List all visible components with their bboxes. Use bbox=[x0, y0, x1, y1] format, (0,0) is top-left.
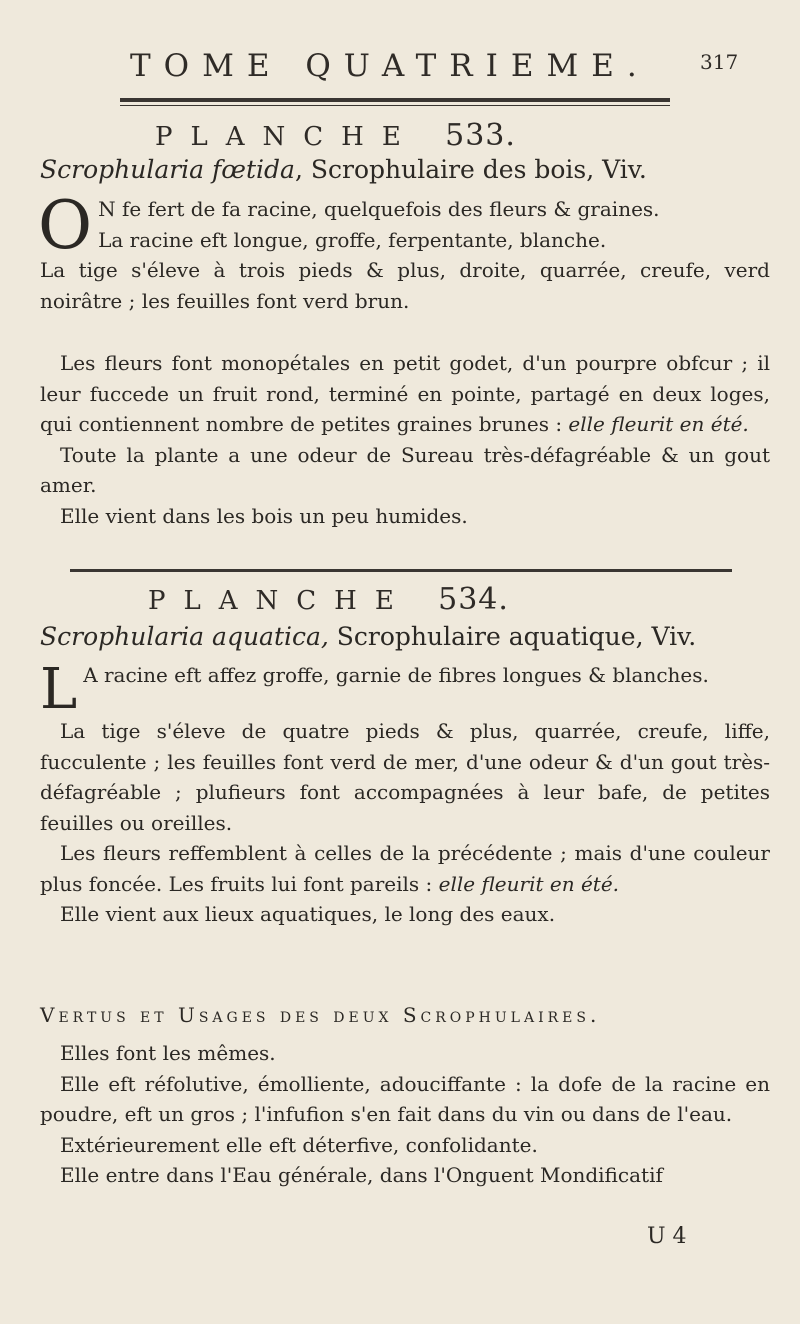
paragraph: Les fleurs reffemblent à celles de la précédente ; mais d'une couleur plus foncée. Les fruits lui font pareils : elle fleurit en été. bbox=[40, 841, 770, 896]
paragraph: Toute la plante a une odeur de Sureau très-défagréable & un gout amer. bbox=[40, 442, 770, 497]
paragraph: Elle vient aux lieux aquatiques, le long des eaux. bbox=[60, 902, 556, 926]
plate-533-text bbox=[38, 187, 770, 531]
section-separator bbox=[70, 569, 732, 572]
species-latin-name: Scrophularia fœtida bbox=[40, 155, 295, 184]
text-line: N fe fert de fa racine, quelquefois des fleurs & graines. bbox=[98, 197, 660, 221]
header-rule-thin bbox=[120, 105, 670, 106]
drop-cap: L bbox=[40, 657, 78, 722]
text-line: La racine eft longue, groffe, ferpentante, blanche. bbox=[98, 227, 607, 252]
paragraph bbox=[38, 187, 770, 264]
running-title: TOME QUATRIEME. bbox=[130, 48, 650, 84]
virtues-text bbox=[40, 1038, 770, 1191]
header-rule-thick bbox=[120, 98, 670, 102]
paragraph: L A racine eft affez groffe, garnie de fibres longues & blanches. bbox=[40, 657, 709, 722]
species-latin-name: Scrophularia aquatica, bbox=[40, 622, 329, 651]
drop-cap: O bbox=[38, 187, 93, 264]
plate-533-title bbox=[155, 118, 516, 153]
plate-number: 534. bbox=[438, 582, 509, 617]
plate-534-title bbox=[148, 582, 509, 617]
paragraph: Elles font les mêmes. bbox=[60, 1041, 276, 1065]
paragraph: Elle vient dans les bois un peu humides. bbox=[60, 503, 468, 528]
paragraph: La tige s'éleve de quatre pieds & plus, quarrée, creufe, liffe, fucculente ; les feuilles font verd de mer, d'une odeur & d'un gout très-défagréable ; plufieurs font accompagnées à leur bafe, de petites feuilles ou oreilles. bbox=[40, 719, 770, 835]
paragraph: Les fleurs font monopétales en petit godet, d'un pourpre obfcur ; il leur fuccede un fruit rond, terminé en pointe, partagé en deux loges, qui contiennent nombre de petites graines brunes : elle fleurit en été. bbox=[40, 351, 770, 436]
species-common-name: Scrophulaire aquatique, Viv. bbox=[328, 622, 697, 651]
species-common-name: , Scrophulaire des bois, Viv. bbox=[294, 155, 647, 184]
plate-title-word: PLANCHE bbox=[155, 122, 419, 152]
paragraph: Extérieurement elle eft déterfive, confolidante. bbox=[60, 1132, 538, 1157]
species-heading-foetida bbox=[40, 155, 647, 184]
plate-title-word: PLANCHE bbox=[148, 586, 412, 616]
page-number: 317 bbox=[700, 50, 739, 74]
paragraph: La tige s'éleve à trois pieds & plus, droite, quarrée, creufe, verd noirâtre ; les feuilles font verd brun. bbox=[40, 258, 770, 313]
paragraph: Elle eft réfolutive, émolliente, adouciffante : la dofe de la racine en poudre, eft un gros ; l'infufion s'en fait dans du vin ou dans de l'eau. bbox=[40, 1071, 770, 1126]
virtues-heading: Vertus et Usages des deux Scrophulaires. bbox=[40, 1003, 601, 1027]
paragraph: Elle entre dans l'Eau générale, dans l'Onguent Mondificatif bbox=[60, 1163, 663, 1187]
species-heading-aquatica bbox=[40, 622, 696, 651]
plate-number: 533. bbox=[445, 118, 516, 153]
signature-mark: U 4 bbox=[647, 1224, 687, 1249]
plate-534-text bbox=[40, 657, 770, 930]
